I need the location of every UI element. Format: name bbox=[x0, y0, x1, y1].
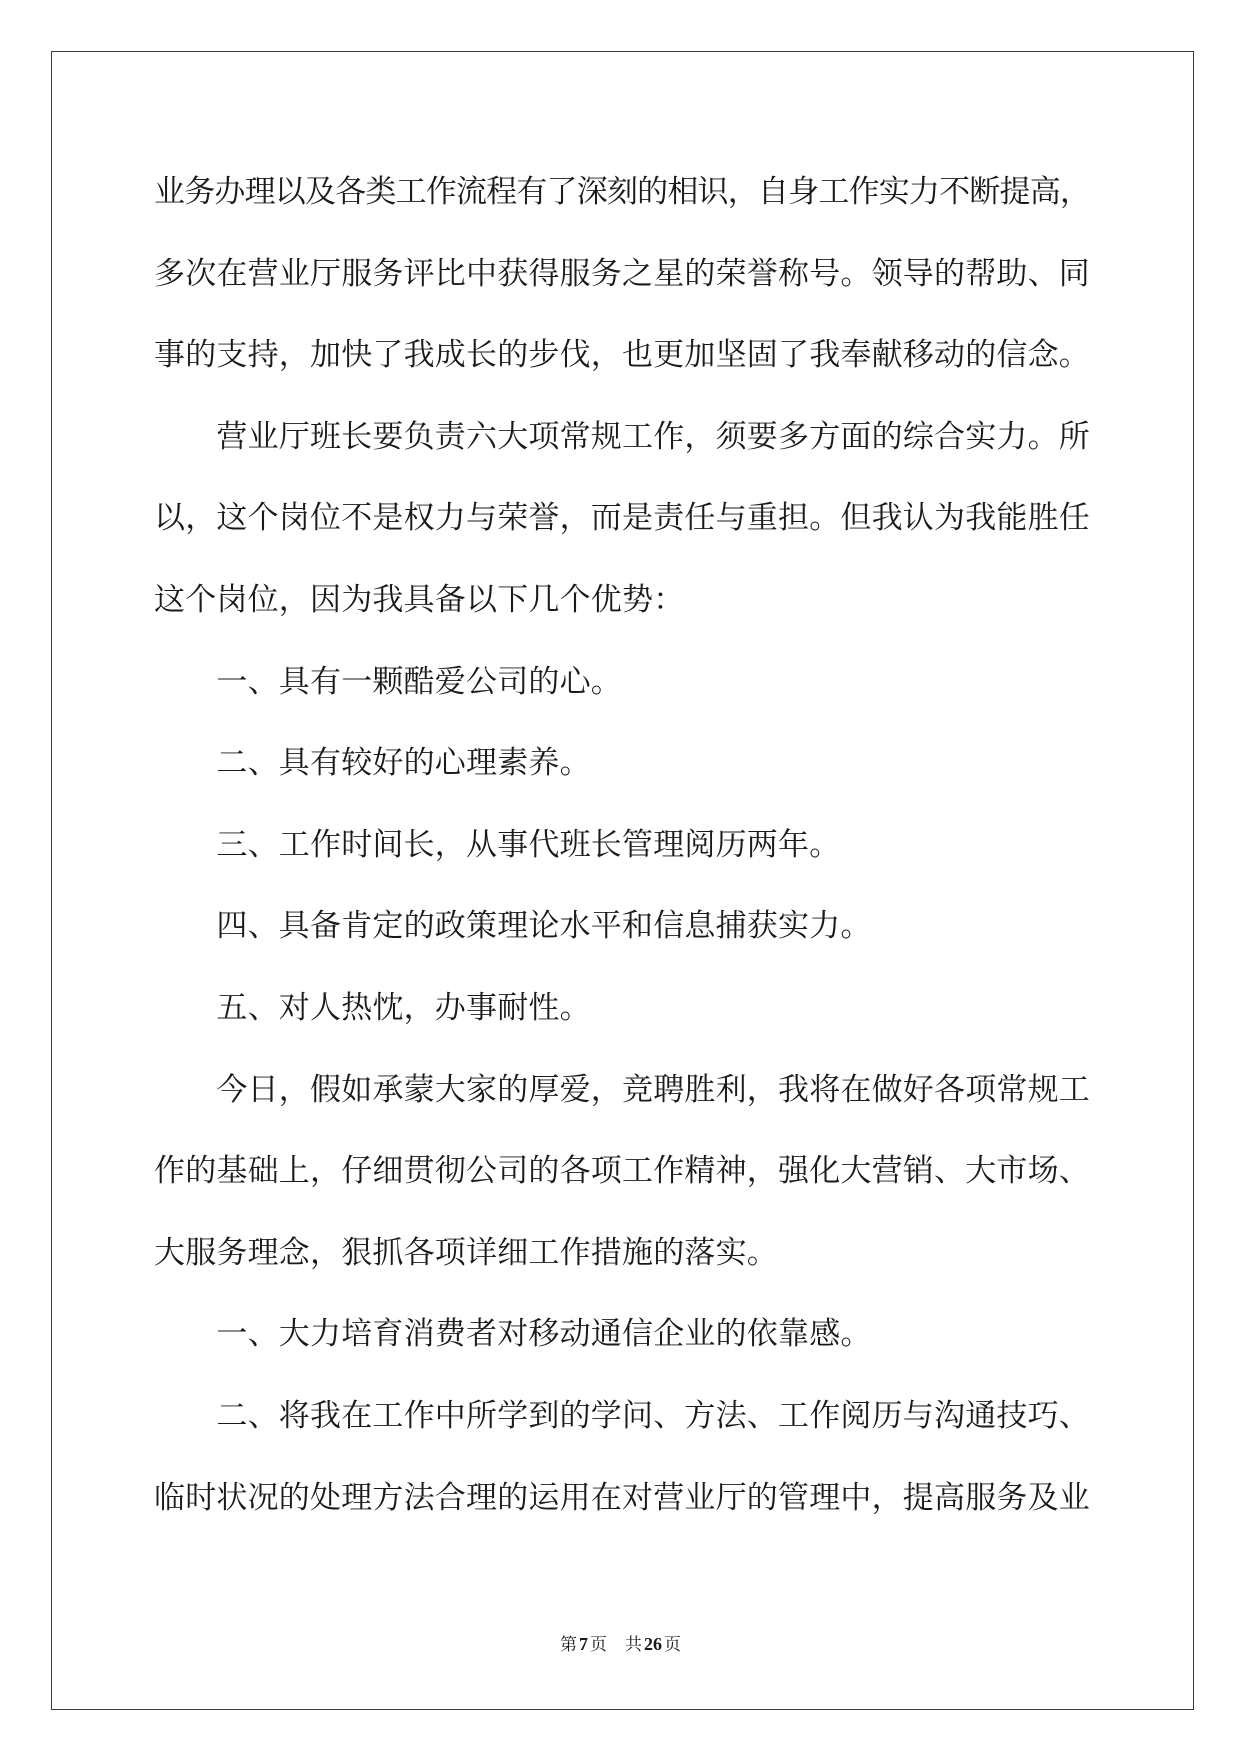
list-item: 三、工作时间长，从事代班长管理阅历两年。 bbox=[216, 826, 841, 863]
text-line: 今日，假如承蒙大家的厚爱，竞聘胜利，我将在做好各项常规工 bbox=[216, 1071, 1090, 1108]
text-line: 作的基础上，仔细贯彻公司的各项工作精神，强化大营销、大市场、 bbox=[154, 1153, 1090, 1190]
text-line: 临时状况的处理方法合理的运用在对营业厅的管理中，提高服务及业 bbox=[154, 1479, 1090, 1516]
total-suffix: 页 bbox=[664, 1635, 681, 1655]
total-prefix: 共 bbox=[625, 1635, 642, 1655]
total-pages: 26 bbox=[644, 1634, 662, 1654]
page-footer bbox=[0, 1630, 1241, 1658]
text-line: 这个岗位，因为我具备以下几个优势： bbox=[154, 581, 685, 618]
body-text bbox=[154, 152, 1090, 1539]
list-item: 二、将我在工作中所学到的学问、方法、工作阅历与沟通技巧、 bbox=[216, 1397, 1090, 1434]
list-item: 二、具有较好的心理素养。 bbox=[216, 745, 591, 782]
text-line: 多次在营业厅服务评比中获得服务之星的荣誉称号。领导的帮助、同 bbox=[154, 255, 1090, 292]
text-line: 业务办理以及各类工作流程有了深刻的相识，自身工作实力不断提高， bbox=[154, 174, 1090, 210]
page-number: 7 bbox=[579, 1634, 588, 1654]
list-item: 四、具备肯定的政策理论水平和信息捕获实力。 bbox=[216, 908, 872, 945]
text-line: 大服务理念，狠抓各项详细工作措施的落实。 bbox=[154, 1234, 778, 1271]
text-line: 事的支持，加快了我成长的步伐，也更加坚固了我奉献移动的信念。 bbox=[154, 337, 1090, 374]
list-item: 一、具有一颗酷爱公司的心。 bbox=[216, 663, 622, 700]
text-line: 营业厅班长要负责六大项常规工作，须要多方面的综合实力。所 bbox=[216, 418, 1090, 455]
page-suffix: 页 bbox=[590, 1635, 607, 1655]
list-item: 五、对人热忱，办事耐性。 bbox=[216, 989, 591, 1026]
page-prefix: 第 bbox=[560, 1635, 577, 1655]
text-line: 以，这个岗位不是权力与荣誉，而是责任与重担。但我认为我能胜任 bbox=[154, 500, 1090, 537]
list-item: 一、大力培育消费者对移动通信企业的依靠感。 bbox=[216, 1316, 872, 1353]
